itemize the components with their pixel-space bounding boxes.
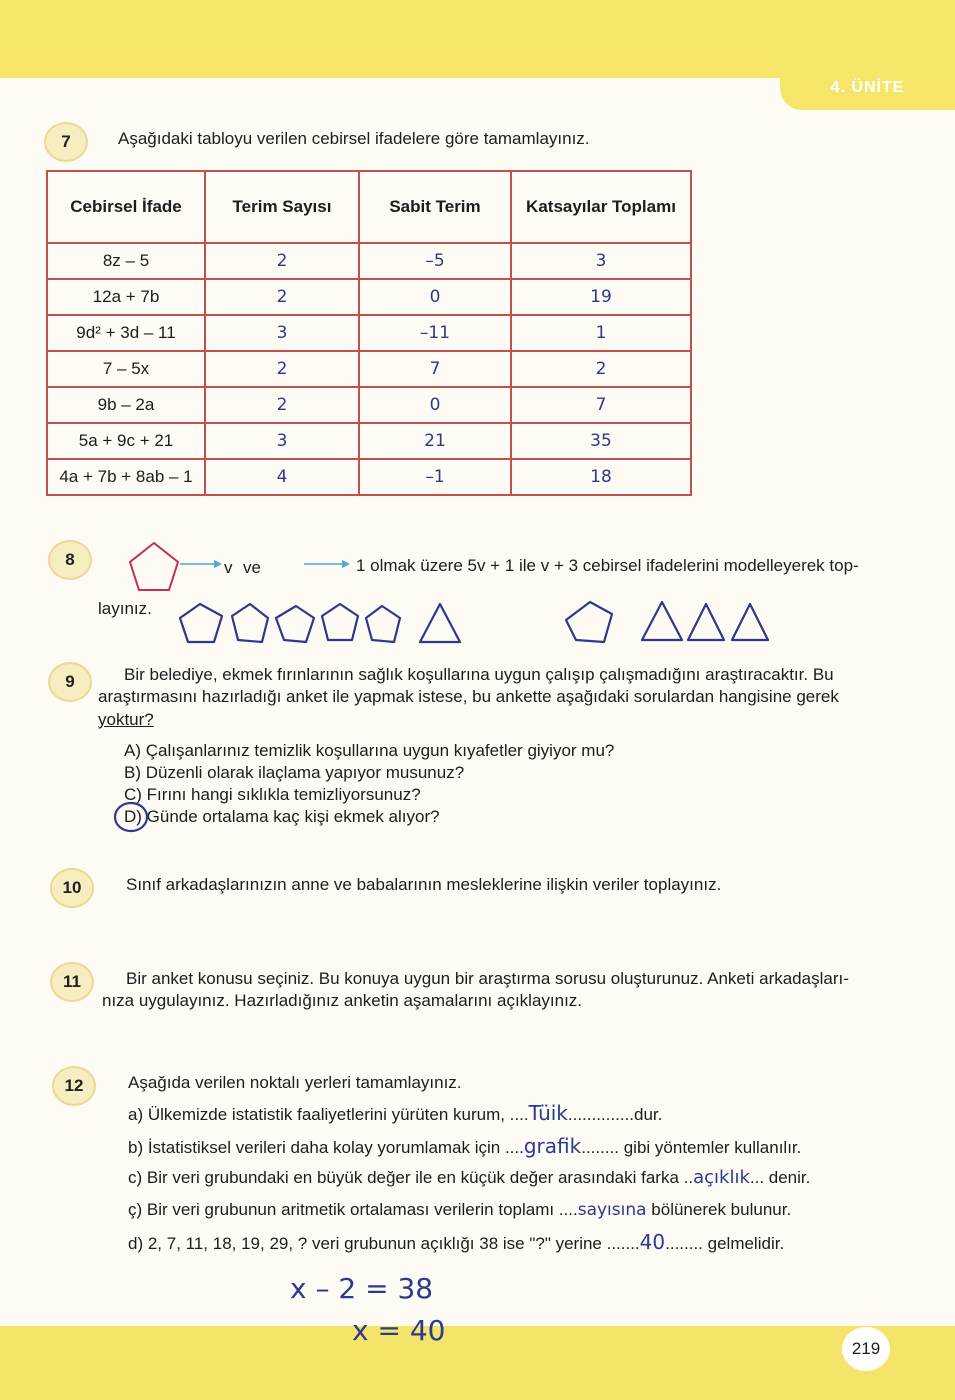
question-11-line2: nıza uygulayınız. Hazırladığınız anketin aşamalarını açıklayınız.	[102, 991, 583, 1010]
option-c: C) Fırını hangi sıklıkla temizliyorsunuz?	[124, 785, 421, 804]
constant-answer: 0	[359, 387, 511, 423]
pentagon-sketch	[276, 606, 314, 642]
table-row	[47, 351, 691, 387]
fill-item-d-answer: 40	[639, 1230, 666, 1254]
constant-answer: –5	[359, 243, 511, 279]
fill-item-d-suffix: ........ gelmelidir.	[665, 1234, 785, 1253]
fill-item-a-text: a) Ülkemizde istatistik faaliyetlerini yürüten kurum, ....	[128, 1105, 529, 1124]
question-8-text: 1 olmak üzere 5v + 1 ile v + 3 cebirsel ifadelerini modelleyerek top-	[356, 556, 859, 575]
term-count-answer: 2	[205, 279, 359, 315]
arrow-icon	[180, 558, 222, 570]
expression-cell: 12a + 7b	[47, 279, 205, 315]
triangle-sketch	[688, 604, 724, 640]
table-row	[47, 243, 691, 279]
pentagon-sketch	[322, 604, 358, 640]
pentagon-icon	[126, 540, 182, 594]
fill-item-b-answer: grafik	[523, 1134, 582, 1158]
question-12-prompt: Aşağıda verilen noktalı yerleri tamamlayınız.	[128, 1073, 462, 1092]
option-d: D) Günde ortalama kaç kişi ekmek alıyor?	[124, 807, 440, 826]
col-header-constant: Sabit Terim	[359, 171, 511, 243]
option-a: A) Çalışanlarınız temizlik koşullarına uygun kıyafetler giyiyor mu?	[124, 741, 615, 760]
table-row	[47, 423, 691, 459]
fill-item-a	[128, 1102, 662, 1126]
question-11-number: 11	[50, 962, 94, 1002]
fill-item-a-answer: Tüik	[528, 1101, 568, 1125]
table-row	[47, 279, 691, 315]
fill-item-cc	[128, 1199, 791, 1221]
expression-cell: 8z – 5	[47, 243, 205, 279]
coeff-sum-answer: 19	[511, 279, 691, 315]
option-b: B) Düzenli olarak ilaçlama yapıyor musunuz?	[124, 763, 465, 782]
constant-answer: –11	[359, 315, 511, 351]
coeff-sum-answer: 1	[511, 315, 691, 351]
handwritten-work-line2: x = 40	[352, 1314, 446, 1347]
term-count-answer: 2	[205, 387, 359, 423]
fill-item-c-answer: açıklık	[693, 1167, 750, 1188]
fill-item-d-text: d) 2, 7, 11, 18, 19, 29, ? veri grubunun açıklığı 38 ise "?" yerine .......	[128, 1234, 640, 1253]
answer-circle-mark	[112, 800, 152, 836]
question-9-line3: yoktur?	[98, 710, 154, 729]
bottom-band	[0, 1326, 955, 1400]
fill-item-b-suffix: ........ gibi yöntemler kullanılır.	[581, 1138, 802, 1157]
handwritten-work-line1: x – 2 = 38	[290, 1272, 434, 1305]
coeff-sum-answer: 18	[511, 459, 691, 495]
page-number: 219	[842, 1327, 890, 1371]
question-9-line2: araştırmasını hazırladığı anket ile yapmak istese, bu ankette aşağıdaki sorulardan hangisine gerek	[98, 687, 839, 706]
fill-item-d	[128, 1231, 784, 1255]
question-7-number: 7	[44, 122, 88, 162]
coeff-sum-answer: 7	[511, 387, 691, 423]
fill-item-b	[128, 1135, 801, 1159]
triangle-sketch	[642, 602, 682, 640]
pentagon-sketch	[232, 604, 268, 642]
constant-answer: 7	[359, 351, 511, 387]
expression-cell: 5a + 9c + 21	[47, 423, 205, 459]
expression-cell: 4a + 7b + 8ab – 1	[47, 459, 205, 495]
question-10-text: Sınıf arkadaşlarınızın anne ve babalarının mesleklerine ilişkin veriler toplayınız.	[126, 875, 722, 894]
question-10-number: 10	[50, 868, 94, 908]
col-header-coeff-sum: Katsayılar Toplamı	[511, 171, 691, 243]
pentagon-sketch	[180, 604, 222, 642]
question-8-text-line2: layınız.	[98, 599, 152, 618]
col-header-expression: Cebirsel İfade	[47, 171, 205, 243]
triangle-sketch	[420, 604, 460, 642]
expression-cell: 9b – 2a	[47, 387, 205, 423]
question-8-number: 8	[48, 540, 92, 580]
fill-item-b-text: b) İstatistiksel verileri daha kolay yorumlamak için ....	[128, 1138, 524, 1157]
fill-item-c-suffix: ... denir.	[749, 1168, 811, 1187]
question-12-number: 12	[52, 1066, 96, 1106]
pentagon-sketch	[566, 602, 612, 642]
variable-v-label: v	[224, 558, 233, 577]
question-9-line1: Bir belediye, ekmek fırınlarının sağlık koşullarına uygun çalışıp çalışmadığını araştıracaktır. Bu	[124, 665, 834, 684]
term-count-answer: 2	[205, 243, 359, 279]
term-count-answer: 3	[205, 423, 359, 459]
algebra-table	[46, 170, 692, 496]
col-header-term-count: Terim Sayısı	[205, 171, 359, 243]
expression-cell: 9d² + 3d – 11	[47, 315, 205, 351]
question-9-number: 9	[48, 662, 92, 702]
unit-tag: 4. ÜNİTE	[780, 66, 955, 110]
triangle-sketch	[732, 604, 768, 640]
expression-cell: 7 – 5x	[47, 351, 205, 387]
coeff-sum-answer: 2	[511, 351, 691, 387]
term-count-answer: 2	[205, 351, 359, 387]
constant-answer: 21	[359, 423, 511, 459]
coeff-sum-answer: 35	[511, 423, 691, 459]
table-row	[47, 459, 691, 495]
fill-item-cc-suffix: bölünerek bulunur.	[646, 1200, 792, 1219]
handwritten-model-sketch	[176, 596, 796, 652]
question-7-prompt: Aşağıdaki tabloyu verilen cebirsel ifadelere göre tamamlayınız.	[118, 129, 590, 148]
constant-answer: 0	[359, 279, 511, 315]
table-row	[47, 315, 691, 351]
coeff-sum-answer: 3	[511, 243, 691, 279]
fill-item-c	[128, 1167, 810, 1189]
fill-item-a-suffix: ..............dur.	[567, 1105, 663, 1124]
fill-item-c-text: c) Bir veri grubundaki en büyük değer ile en küçük değer arasındaki farka ..	[128, 1168, 694, 1187]
term-count-answer: 3	[205, 315, 359, 351]
fill-item-cc-text: ç) Bir veri grubunun aritmetik ortalaması verilerin toplamı ....	[128, 1200, 578, 1219]
table-row	[47, 387, 691, 423]
term-count-answer: 4	[205, 459, 359, 495]
constant-answer: –1	[359, 459, 511, 495]
pentagon-sketch	[366, 606, 400, 642]
fill-item-cc-answer: sayısına	[577, 1200, 647, 1220]
arrow-icon	[304, 558, 350, 570]
word-ve: ve	[243, 558, 261, 577]
question-11-line1: Bir anket konusu seçiniz. Bu konuya uygun bir araştırma sorusu oluşturunuz. Anketi arkadaşları-	[126, 969, 849, 988]
